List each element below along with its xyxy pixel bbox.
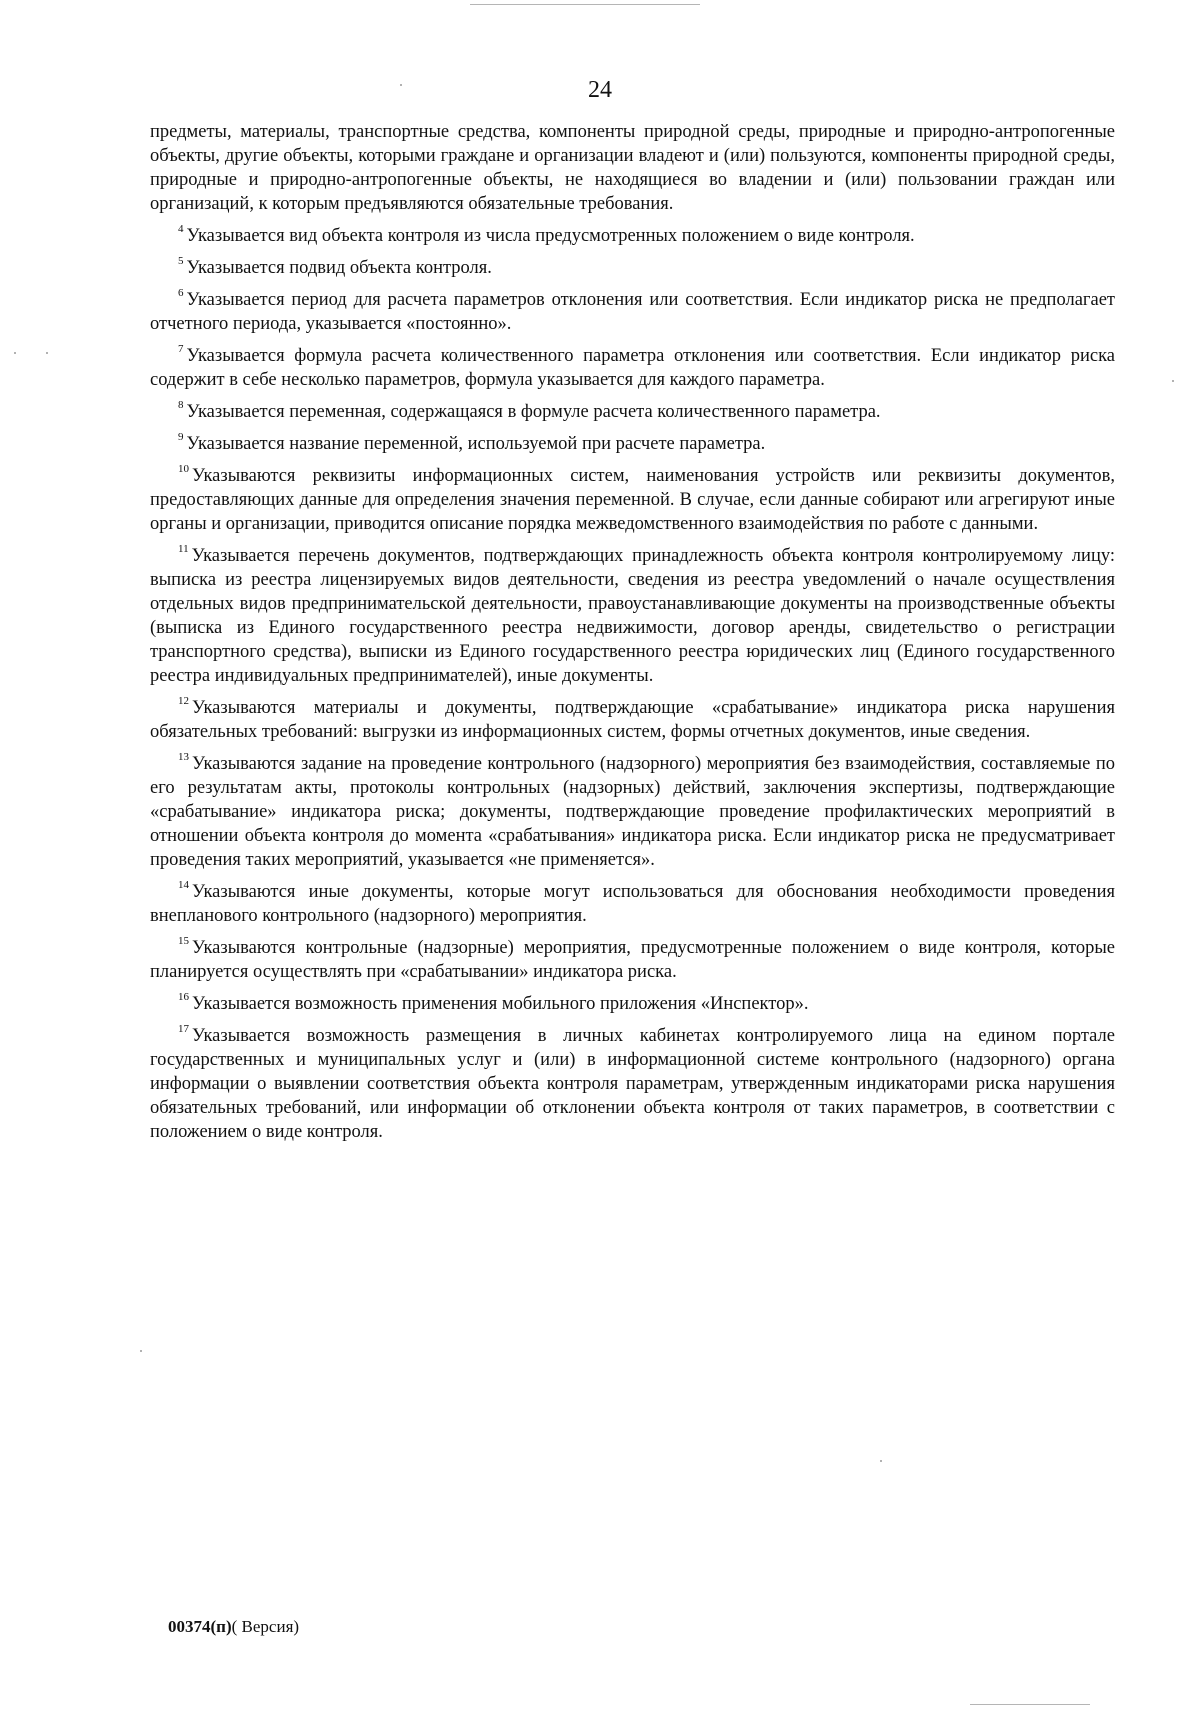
footnote-16 [150, 992, 1115, 1016]
footnote-11 [150, 544, 1115, 688]
footnote-4 [150, 224, 1115, 248]
footnote-text: Указываются реквизиты информационных систем, наименования устройств или реквизиты документов, предоставляющих данные для определения значения переменной. В случае, если данные собирают или агрегируют иные органы и организации, приводится описание порядка межведомственного взаимодействия по работе с данными. [150, 466, 1115, 534]
footnote-text: Указываются материалы и документы, подтверждающие «срабатывание» индикатора риска нарушения обязательных требований: выгрузки из информационных систем, формы отчетных документов, иные сведения. [150, 698, 1115, 742]
footnote-marker: 8 [178, 398, 184, 411]
footnote-12 [150, 696, 1115, 744]
footnote-marker: 12 [178, 694, 189, 707]
footnote-5 [150, 256, 1115, 280]
footnote-14 [150, 880, 1115, 928]
footnote-marker: 4 [178, 222, 184, 235]
footnote-text: Указывается переменная, содержащаяся в формуле расчета количественного параметра. [186, 402, 881, 422]
footnote-marker: 11 [178, 542, 189, 555]
footnote-marker: 16 [178, 990, 189, 1003]
scan-artifact-line [470, 4, 700, 5]
footnote-7 [150, 344, 1115, 392]
scan-speck [14, 352, 16, 354]
document-code: 00374(п) [168, 1617, 232, 1636]
footnote-text: Указывается название переменной, используемой при расчете параметра. [186, 434, 766, 454]
footnote-marker: 17 [178, 1022, 189, 1035]
footnote-text: Указывается возможность применения мобильного приложения «Инспектор». [192, 994, 809, 1014]
scan-artifact-line [970, 1704, 1090, 1705]
footnote-marker: 10 [178, 462, 189, 475]
footnote-6 [150, 288, 1115, 336]
scan-speck [46, 352, 48, 354]
intro-paragraph: предметы, материалы, транспортные средства, компоненты природной среды, природные и природно-антропогенные объекты, другие объекты, которыми граждане и организации владеют и (или) пользуются, компоненты природной среды, природные и природно-антропогенные объекты, не находящиеся во владении и (или) пользовании граждан или организаций, к которым предъявляются обязательные требования. [150, 122, 1115, 214]
footnote-text: Указывается период для расчета параметров отклонения или соответствия. Если индикатор риска не предполагает отчетного периода, указывается «постоянно». [150, 290, 1115, 334]
footnote-text: Указывается вид объекта контроля из числа предусмотренных положением о виде контроля. [186, 226, 915, 246]
footnote-8 [150, 400, 1115, 424]
footnote-marker: 6 [178, 286, 184, 299]
page-number: 24 [588, 77, 612, 103]
footnote-9 [150, 432, 1115, 456]
footnote-15 [150, 936, 1115, 984]
scan-speck [1172, 380, 1174, 382]
footnote-marker: 7 [178, 342, 184, 355]
footnote-marker: 15 [178, 934, 189, 947]
footnote-text: Указывается возможность размещения в личных кабинетах контролируемого лица на едином портале государственных и муниципальных услуг и (или) в информационной системе контрольного (надзорного) органа информации о выявлении соответствия объекта контроля параметрам, утвержденным индикаторами риска нарушения обязательных требований, или информации об отклонении объекта контроля от таких параметров, в соответствии с положением о виде контроля. [150, 1026, 1115, 1142]
footnote-text: Указываются иные документы, которые могут использоваться для обоснования необходимости проведения внепланового контрольного (надзорного) мероприятия. [150, 882, 1115, 926]
document-footer [168, 1616, 299, 1638]
footnote-text: Указывается формула расчета количественного параметра отклонения или соответствия. Если индикатор риска содержит в себе несколько параметров, формула указывается для каждого параметра. [150, 346, 1115, 390]
footnote-marker: 9 [178, 430, 184, 443]
footnote-marker: 14 [178, 878, 189, 891]
document-body [150, 120, 1115, 1152]
footnote-10 [150, 464, 1115, 536]
scan-speck [880, 1460, 882, 1462]
scan-speck [140, 1350, 142, 1352]
footnote-17 [150, 1024, 1115, 1144]
footnote-marker: 13 [178, 750, 189, 763]
footnote-text: Указываются задание на проведение контрольного (надзорного) мероприятия без взаимодействия, составляемые по его результатам акты, протоколы контрольных (надзорных) действий, заключения экспертизы, подтверждающие «срабатывание» индикатора риска; документы, подтверждающие проведение профилактических мероприятий в отношении объекта контроля до момента «срабатывания» индикатора риска. Если индикатор риска не предусматривает проведения таких мероприятий, указывается «не применяется». [150, 754, 1115, 870]
footnote-marker: 5 [178, 254, 184, 267]
footnote-text: Указываются контрольные (надзорные) мероприятия, предусмотренные положением о виде контроля, которые планируется осуществлять при «срабатывании» индикатора риска. [150, 938, 1115, 982]
document-version: ( Версия) [231, 1617, 300, 1636]
footnote-text: Указывается подвид объекта контроля. [186, 258, 492, 278]
footnote-text: Указывается перечень документов, подтверждающих принадлежность объекта контроля контролируемому лицу: выписка из реестра лицензируемых видов деятельности, сведения из реестра уведомлений о начале осуществления отдельных видов предпринимательской деятельности, правоустанавливающие документы на производственные объекты (выписка из Единого государственного реестра недвижимости, договор аренды, свидетельство о регистрации транспортного средства), выписки из Единого государственного реестра юридических лиц (Единого государственного реестра индивидуальных предпринимателей), иные документы. [150, 546, 1115, 686]
footnote-13 [150, 752, 1115, 872]
